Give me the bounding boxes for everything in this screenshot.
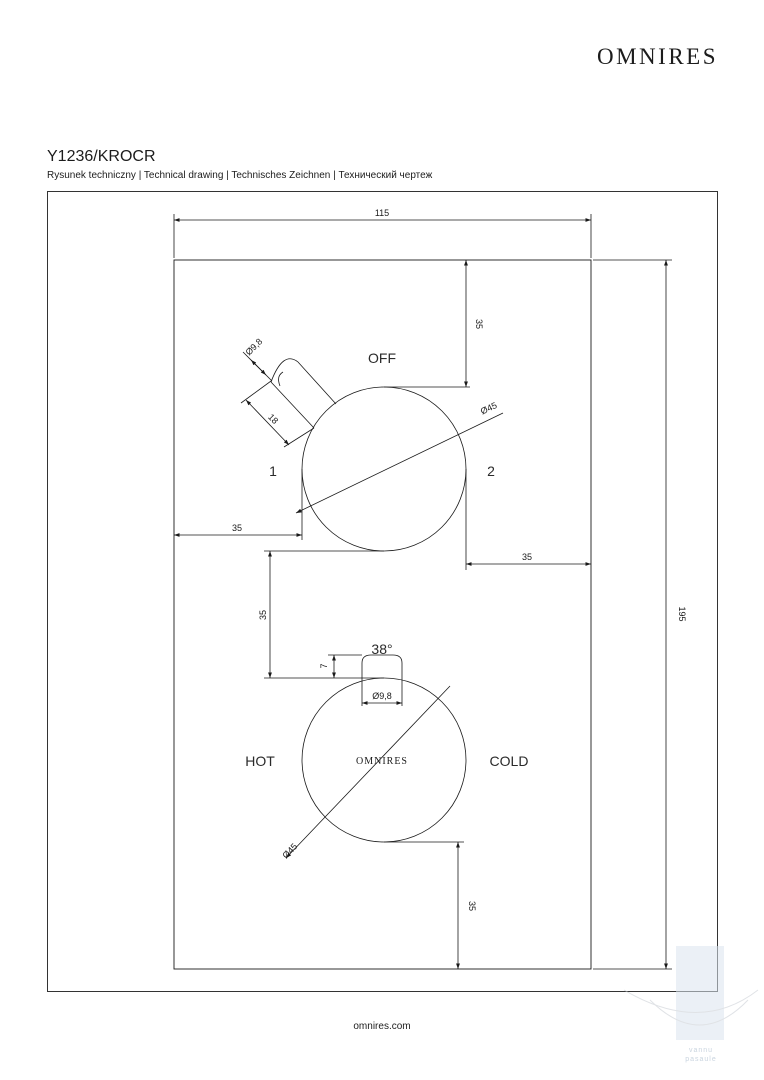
dim-bottom-offset-label: 35 — [467, 900, 477, 912]
dim-lower-lever-height-label: 7 — [319, 663, 329, 669]
upper-knob-circle — [302, 387, 466, 551]
label-1: 1 — [269, 463, 277, 479]
label-off: OFF — [368, 350, 396, 366]
dim-height-label: 195 — [677, 606, 687, 622]
lower-lever — [362, 655, 402, 687]
label-hot: HOT — [245, 753, 275, 769]
label-cold: COLD — [489, 753, 529, 769]
dim-left-offset-label: 35 — [231, 523, 243, 533]
plate-outline — [174, 260, 591, 969]
knob-logo: OMNIRES — [355, 756, 409, 767]
label-angle: 38° — [371, 641, 393, 657]
product-code: Y1236/KROCR — [47, 148, 156, 165]
drawing-subtitle: Rysunek techniczny | Technical drawing | Technisches Zeichnen | Технический чертеж — [47, 170, 433, 181]
dim-width-label: 115 — [374, 208, 390, 218]
dim-between-label: 35 — [258, 609, 268, 621]
upper-lever — [271, 359, 336, 404]
brand-logo: OMNIRES — [596, 44, 718, 69]
dim-upper-diameter-label: Ø45 — [478, 400, 499, 417]
dim-upper-lever-diameter-label: Ø9,8 — [243, 336, 265, 358]
dim-lower-lever-diameter-label: Ø9,8 — [372, 691, 392, 701]
dim-right-offset-label: 35 — [521, 552, 533, 562]
footer-website[interactable]: omnires.com — [353, 1021, 411, 1032]
dim-lower-diameter-label: Ø45 — [280, 841, 300, 861]
dim-upper-lever-length-label: 18 — [266, 411, 281, 426]
label-2: 2 — [487, 463, 495, 479]
dim-top-offset-label: 35 — [474, 318, 484, 330]
watermark-text: vannu pasaule — [685, 1047, 717, 1063]
